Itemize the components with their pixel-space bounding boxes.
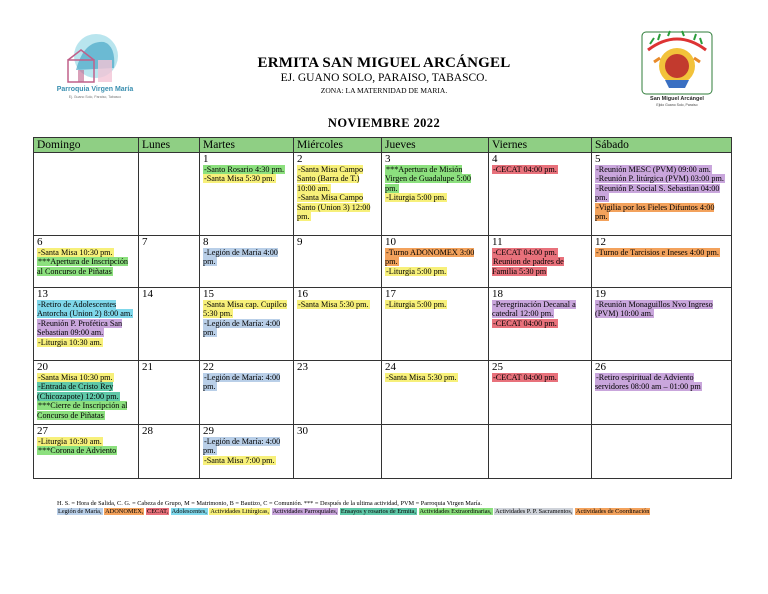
legend-item: ADONOMEX, [105, 508, 144, 515]
legend-item: Actividades Extraordinarias, [419, 508, 492, 515]
calendar-event: -Santa Misa 7:00 pm. [204, 455, 275, 465]
calendar-event: -Liturgia 5:00 pm. [386, 300, 447, 309]
day-cell [489, 425, 592, 479]
zone-label: ZONA: LA MATERNIDAD DE MARIA. [320, 86, 448, 95]
day-number: 1 [203, 153, 209, 165]
calendar-event: -Legión de María: 4:00 pm. [203, 373, 281, 392]
day-cell [382, 153, 489, 236]
day-cell [382, 361, 489, 425]
calendar-event: -Entrada de Cristo Rey (Chicozapote) 12:00 pm. [37, 382, 119, 401]
day-cell [294, 153, 382, 236]
calendar-event: -Turno ADONOMEX 3:00 pm. [385, 248, 475, 267]
day-cell [294, 288, 382, 361]
day-number: 8 [203, 236, 209, 248]
day-cell [294, 425, 382, 479]
day-cell [139, 425, 200, 479]
day-cell [592, 361, 732, 425]
logo-left-subtext: Ej. Guano Solo, Paraíso, Tabasco [68, 95, 122, 99]
day-cell [489, 288, 592, 361]
calendar-event: -CECAT 04:00 pm. [493, 248, 557, 257]
calendar-table [33, 137, 732, 479]
page-title: ERMITA SAN MIGUEL ARCÁNGEL [257, 55, 511, 71]
day-number: 6 [37, 236, 43, 248]
day-number: 13 [37, 288, 48, 300]
legend-item: Actividades Litúrgicas, [210, 508, 270, 515]
day-number: 9 [297, 236, 303, 248]
week-row [34, 236, 732, 288]
legend-item: CECAT, [147, 508, 169, 515]
calendar-event: -Santa Misa Campo Santo (Barra de T.) 10:00 am. [297, 165, 364, 193]
day-cell [200, 425, 294, 479]
day-cell [294, 236, 382, 288]
day-number: 3 [385, 153, 391, 165]
day-cell [34, 236, 139, 288]
day-cell [592, 153, 732, 236]
calendar-event: -Turno de Tarcisios e Ineses 4:00 pm. [596, 248, 719, 257]
calendar-event: -Santa Misa 5:30 pm. [386, 373, 457, 382]
calendar-event: -Santo Rosario 4:30 pm. [204, 165, 285, 174]
legend-item: Actividades Parroquiales, [272, 508, 338, 515]
weekday-header: Domingo [34, 138, 139, 153]
calendar-event: -Santa Misa Campo Santo (Union 3) 12:00 pm. [297, 193, 371, 222]
day-number: 27 [37, 425, 48, 437]
day-cell [489, 153, 592, 236]
legend-item: Actividades de Coordinación [576, 508, 650, 515]
legend-item: Actividades P. P. Sacramentos, [495, 508, 573, 515]
day-number: 4 [492, 153, 498, 165]
day-number: 23 [297, 361, 308, 373]
calendar-event: -Reunión MESC (PVM) 09:00 am. [596, 165, 711, 174]
day-cell [200, 236, 294, 288]
calendar-event: -Legión de María: 4:00 pm. [203, 437, 281, 456]
day-number: 2 [297, 153, 303, 165]
weekday-header: Miércoles [294, 138, 382, 153]
day-number: 10 [385, 236, 396, 248]
footnote: H. S. = Hora de Salida, C. G. = Cabeza de Grupo, M = Matrimonio, B = Bautizo, C = Comunión. *** = Después de la ultima actividad, PVM = Parroquia Virgen María. [57, 500, 482, 507]
logo-right-subtext: Ejido Guano Solo, Paraíso [656, 103, 698, 107]
day-cell [489, 236, 592, 288]
calendar-event: -Retiro espiritual de Adviento servidores 08:00 am – 01:00 pm [595, 373, 701, 392]
day-number: 21 [142, 361, 153, 373]
day-cell [200, 288, 294, 361]
legend-item: Ensayos y rosarios de Ermita, [340, 508, 416, 515]
day-cell [382, 425, 489, 479]
day-cell [382, 288, 489, 361]
day-number: 14 [142, 288, 153, 300]
day-number: 24 [385, 361, 396, 373]
week-row [34, 153, 732, 236]
day-number: 25 [492, 361, 503, 373]
calendar-event: -Santa Misa 5:30 pm. [204, 174, 275, 184]
calendar-event: -CECAT 04:00 pm. [493, 165, 557, 174]
day-number: 16 [297, 288, 308, 300]
day-number: 26 [595, 361, 606, 373]
calendar-event: -CECAT 04:00 pm. [493, 318, 557, 328]
calendar-event: -Santa Misa 5:30 pm. [298, 300, 369, 309]
week-row [34, 288, 732, 361]
day-number: 15 [203, 288, 214, 300]
day-number: 11 [492, 236, 503, 248]
logo-left-text: Parroquia Virgen María [56, 86, 134, 93]
day-number: 30 [297, 425, 308, 437]
day-number: 17 [385, 288, 396, 300]
day-cell [294, 361, 382, 425]
color-legend [57, 508, 650, 515]
week-row [34, 425, 732, 479]
weekday-header-row [34, 138, 732, 153]
calendar-event: -Liturgia 10:30 am. [38, 437, 102, 446]
week-row [34, 361, 732, 425]
day-cell [592, 236, 732, 288]
day-cell [139, 361, 200, 425]
calendar-event: Reunion de padres de Familia 5:30 pm [492, 257, 564, 276]
calendar-event: -Vigilia por los Fieles Difuntos 4:00 pm. [595, 202, 715, 222]
day-cell [34, 288, 139, 361]
day-number: 22 [203, 361, 214, 373]
calendar-event: -Peregrinación Decanal a catedral 12:00 pm. [492, 300, 576, 319]
calendar-event: ***Apertura de Misión Virgen de Guadalupe 5:00 pm. [385, 165, 471, 193]
calendar-event: ***Cierre de Inscripción al Concurso de Piñatas [37, 401, 128, 420]
day-cell [139, 153, 200, 236]
day-cell [382, 236, 489, 288]
calendar-event: -Santa Misa 10:30 pm. [38, 373, 113, 382]
day-number: 12 [595, 236, 606, 248]
calendar-event: -Reunión P. Profética San Sebastian 09:00 am. [37, 318, 123, 338]
calendar-event: -Legión de María 4:00 pm. [203, 248, 278, 267]
weekday-header: Lunes [139, 138, 200, 153]
calendar-event: -Retiro de Adolescentes Antorcha (Union 2) 8:00 am. [37, 300, 133, 319]
weekday-header: Sábado [592, 138, 732, 153]
calendar-event: -Reunión P. Social S. Sebastian 04:00 pm. [595, 183, 720, 203]
day-number: 5 [595, 153, 601, 165]
legend-item: Adolescentes, [171, 508, 207, 515]
day-number: 18 [492, 288, 503, 300]
day-number: 20 [37, 361, 48, 373]
calendar-event: -Liturgia 5:00 pm. [386, 266, 447, 276]
weekday-header: Jueves [382, 138, 489, 153]
day-number: 7 [142, 236, 148, 248]
day-cell [139, 288, 200, 361]
day-cell [200, 361, 294, 425]
day-cell [34, 153, 139, 236]
calendar-event: -Reunión Monaguillos Nvo Ingreso (PVM) 10:00 am. [595, 300, 713, 319]
calendar-event: ***Apertura de Inscripción al Concurso de Piñatas [37, 257, 129, 276]
day-cell [200, 153, 294, 236]
day-cell [592, 288, 732, 361]
day-number: 28 [142, 425, 153, 437]
legend-item: Legión de María, [58, 508, 102, 515]
calendar-event: -Santa Misa 10:30 pm. [38, 248, 113, 257]
month-title: NOVIEMBRE 2022 [327, 116, 441, 130]
weekday-header: Martes [200, 138, 294, 153]
day-cell [139, 236, 200, 288]
day-cell [489, 361, 592, 425]
day-number: 19 [595, 288, 606, 300]
calendar-event: -Legión de María: 4:00 pm. [203, 318, 281, 338]
calendar-event: -Santa Misa cap. Cupilco 5:30 pm. [203, 300, 287, 319]
calendar-event: -CECAT 04:00 pm. [493, 373, 557, 382]
page-subtitle: EJ. GUANO SOLO, PARAISO, TABASCO. [280, 72, 488, 84]
calendar-event: -Reunión P. litúrgica (PVM) 03:00 pm. [596, 174, 724, 184]
day-cell [592, 425, 732, 479]
weekday-header: Viernes [489, 138, 592, 153]
calendar-event: -Liturgia 5:00 pm. [386, 193, 447, 203]
calendar-event: -Liturgia 10:30 am. [38, 337, 102, 347]
calendar-event: ***Corona de Adviento [38, 446, 117, 456]
logo-right-text: San Miguel Arcángel [650, 96, 704, 102]
day-number: 29 [203, 425, 214, 437]
day-cell [34, 425, 139, 479]
day-cell [34, 361, 139, 425]
